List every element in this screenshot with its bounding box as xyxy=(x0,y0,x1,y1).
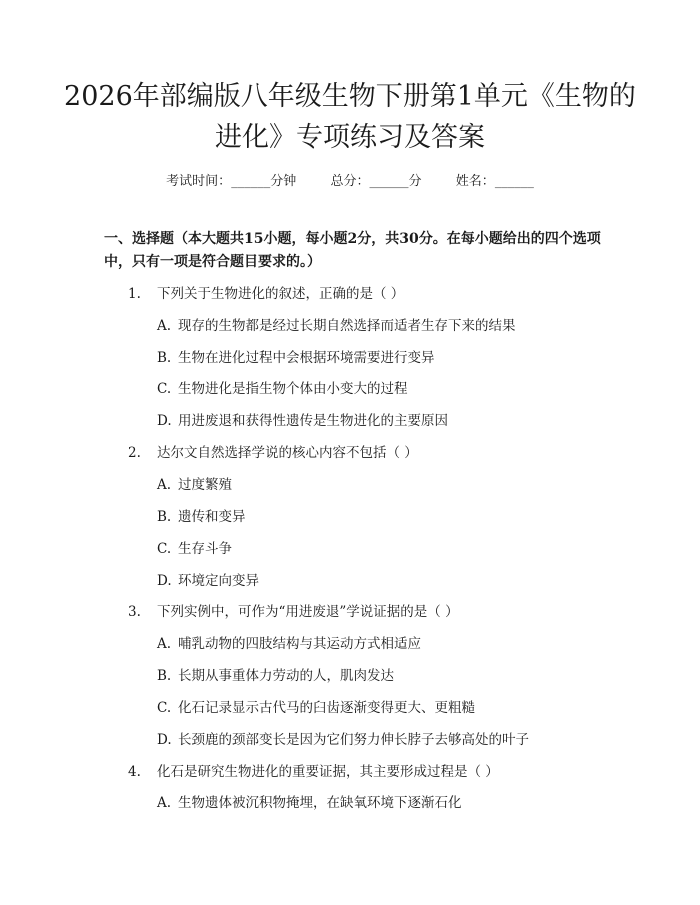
question-2-option-b xyxy=(157,505,627,525)
student-name-label: 姓名： xyxy=(455,174,495,189)
option-letter: C. xyxy=(157,700,172,716)
option-text: 生物在进化过程中会根据环境需要进行变异 xyxy=(178,350,435,366)
option-text: 环境定向变异 xyxy=(178,573,259,589)
question-3-option-b xyxy=(157,664,627,684)
option-letter: C. xyxy=(157,541,172,557)
exam-info-line xyxy=(0,170,700,189)
question-number: 3. xyxy=(128,604,141,620)
question-number: 4. xyxy=(128,764,141,780)
option-letter: C. xyxy=(157,381,172,397)
exam-time-label: 考试时间： xyxy=(166,174,232,189)
question-1-option-c xyxy=(157,377,627,397)
student-name-blank: ______ xyxy=(494,174,534,189)
option-text: 生物遗体被沉积物掩埋，在缺氧环境下逐渐石化 xyxy=(178,795,462,811)
question-1-option-d xyxy=(157,409,627,429)
question-3-option-a xyxy=(157,632,627,652)
option-text: 过度繁殖 xyxy=(178,477,232,493)
section-heading: 一、选择题（本大题共15小题，每小题2分，共30分。在每小题给出的四个选项中，只有一项是符合题目要求的。） xyxy=(104,231,601,270)
question-text: 化石是研究生物进化的重要证据，其主要形成过程是（ ） xyxy=(157,764,499,780)
option-text: 化石记录显示古代马的臼齿逐渐变得更大、更粗糙 xyxy=(178,700,475,716)
option-text: 用进废退和获得性遗传是生物进化的主要原因 xyxy=(178,413,448,429)
question-4-option-a xyxy=(157,791,627,811)
question-1-option-a xyxy=(157,314,627,334)
question-text: 下列关于生物进化的叙述，正确的是（ ） xyxy=(157,286,405,302)
option-letter: D. xyxy=(157,413,172,429)
option-text: 生物进化是指生物个体由小变大的过程 xyxy=(178,381,408,397)
question-2-option-d xyxy=(157,569,627,589)
question-3 xyxy=(128,600,628,620)
total-score-label: 总分： xyxy=(330,174,370,189)
question-text: 下列实例中，可作为“用进废退”学说证据的是（ ） xyxy=(157,604,459,620)
document-title: 2026年部编版八年级生物下册第1单元《生物的进化》专项练习及答案 xyxy=(64,81,636,153)
exam-time-blank: ______ xyxy=(231,174,271,189)
option-letter: A. xyxy=(157,795,172,811)
option-text: 长期从事重体力劳动的人，肌肉发达 xyxy=(178,668,394,684)
question-4 xyxy=(128,760,628,780)
option-letter: D. xyxy=(157,573,172,589)
option-letter: A. xyxy=(157,318,172,334)
option-letter: A. xyxy=(157,636,172,652)
question-2 xyxy=(128,441,628,461)
question-3-option-c xyxy=(157,696,627,716)
option-text: 哺乳动物的四肢结构与其运动方式相适应 xyxy=(178,636,421,652)
option-text: 现存的生物都是经过长期自然选择而适者生存下来的结果 xyxy=(178,318,516,334)
exam-time-unit: 分钟 xyxy=(270,174,297,189)
option-text: 长颈鹿的颈部变长是因为它们努力伸长脖子去够高处的叶子 xyxy=(178,732,529,748)
option-letter: B. xyxy=(157,509,172,525)
option-letter: A. xyxy=(157,477,172,493)
total-score-unit: 分 xyxy=(408,174,422,189)
question-number: 1. xyxy=(128,286,141,302)
option-letter: D. xyxy=(157,732,172,748)
question-1 xyxy=(128,282,628,302)
option-letter: B. xyxy=(157,668,172,684)
question-number: 2. xyxy=(128,445,141,461)
option-letter: B. xyxy=(157,350,172,366)
question-2-option-a xyxy=(157,473,627,493)
question-3-option-d xyxy=(157,728,627,748)
option-text: 生存斗争 xyxy=(178,541,232,557)
question-text: 达尔文自然选择学说的核心内容不包括（ ） xyxy=(157,445,418,461)
question-2-option-c xyxy=(157,537,627,557)
total-score-blank: ______ xyxy=(369,174,409,189)
question-1-option-b xyxy=(157,346,627,366)
option-text: 遗传和变异 xyxy=(178,509,246,525)
